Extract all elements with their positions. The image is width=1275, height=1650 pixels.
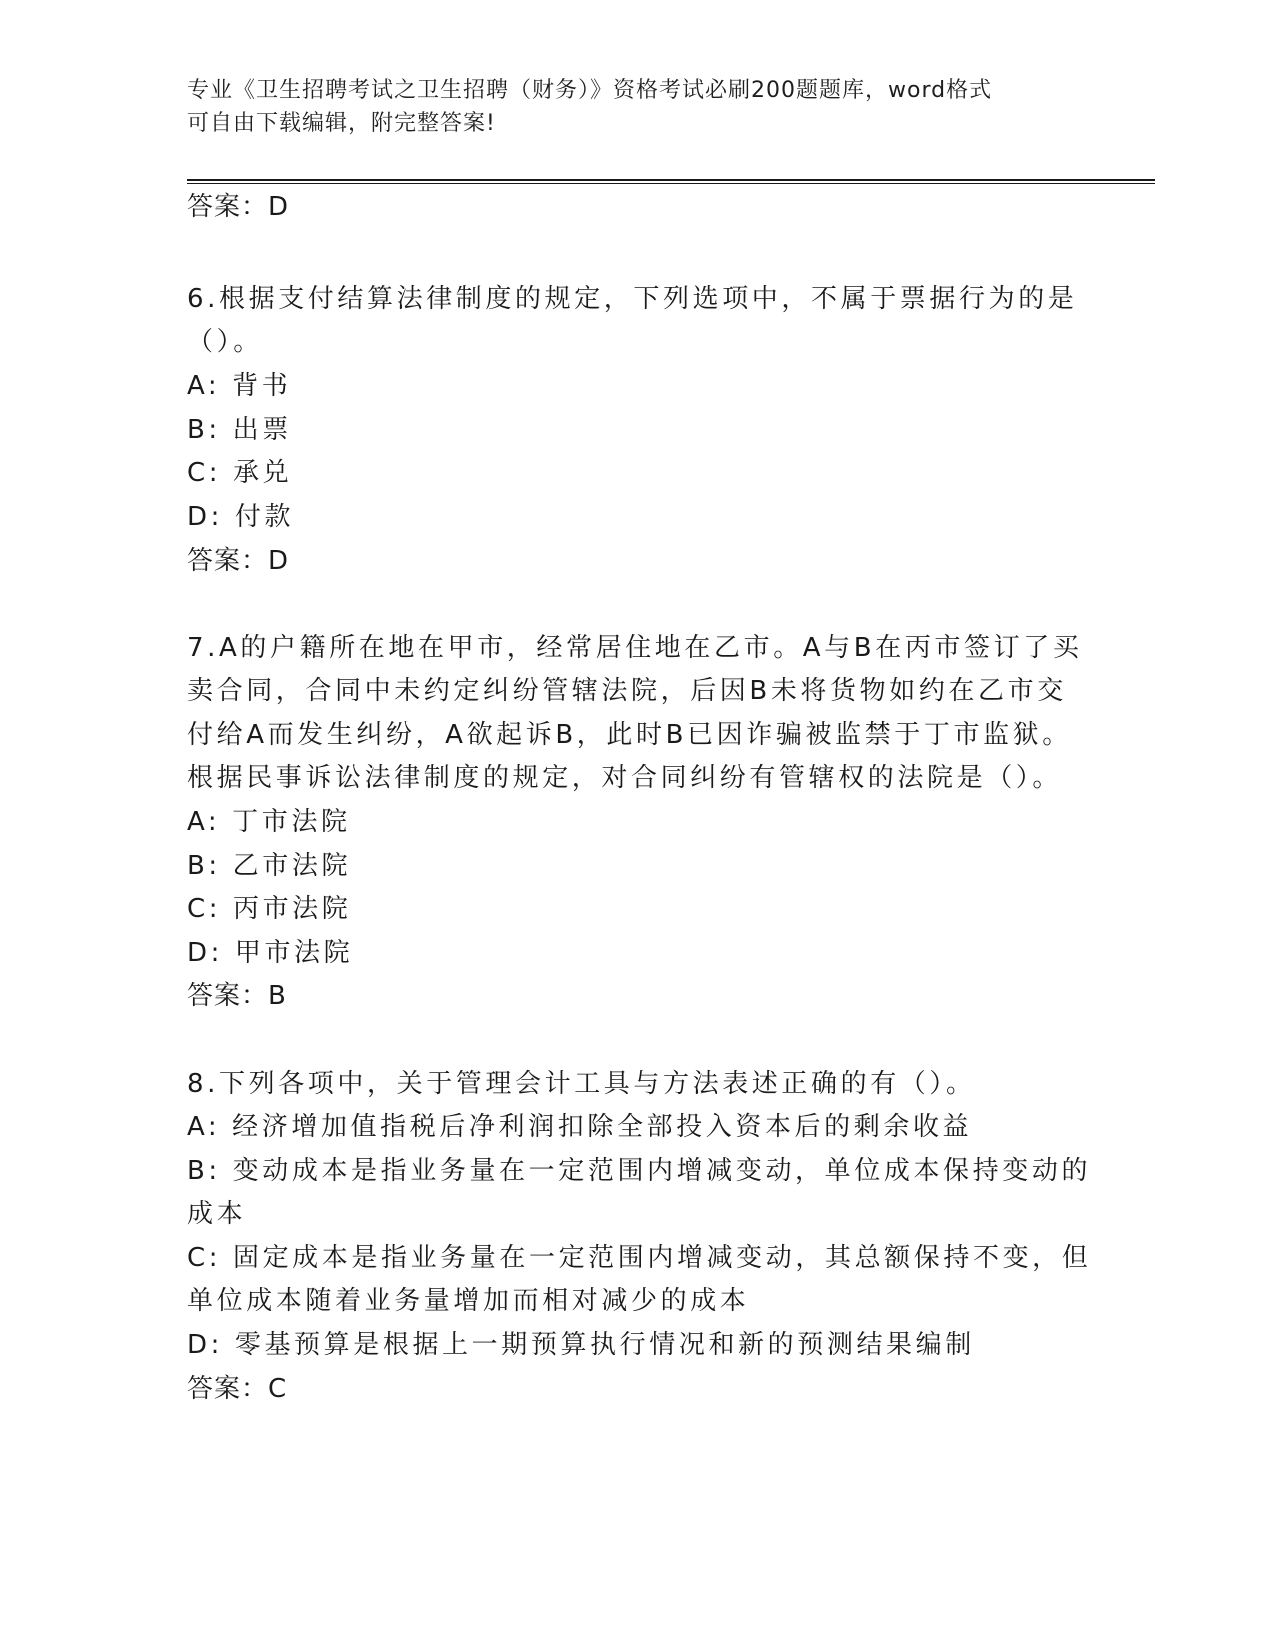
question-8-option-b-line-2: 成本 [187, 1199, 247, 1229]
question-8-stem-line-1: 8.下列各项中，关于管理会计工具与方法表述正确的有（）。 [187, 1069, 976, 1099]
question-7-option-b: B: 乙市法院 [187, 851, 352, 881]
question-8-option-d: D: 零基预算是根据上一期预算执行情况和新的预测结果编制 [187, 1330, 975, 1360]
question-6-option-a: A: 背书 [187, 371, 292, 401]
question-8-option-a: A: 经济增加值指税后净利润扣除全部投入资本后的剩余收益 [187, 1112, 973, 1142]
question-6-option-b: B: 出票 [187, 415, 292, 445]
question-8-option-c-line-1: C: 固定成本是指业务量在一定范围内增减变动，其总额保持不变，但 [187, 1243, 1092, 1273]
answer-q6: 答案：D [187, 546, 290, 576]
answer-q5: 答案：D [187, 192, 290, 222]
question-7-option-c: C: 丙市法院 [187, 894, 352, 924]
header-divider-thick [187, 179, 1155, 181]
question-6-stem-line-1: 6.根据支付结算法律制度的规定，下列选项中，不属于票据行为的是 [187, 284, 1078, 314]
question-6-option-c: C: 承兑 [187, 458, 293, 488]
question-6-stem-line-2: （）。 [187, 327, 263, 357]
header-line-2: 可自由下载编辑，附完整答案! [187, 111, 496, 136]
question-7-stem-line-1: 7.A的户籍所在地在甲市，经常居住地在乙市。A与B在丙市签订了买 [187, 633, 1083, 663]
header-line-1: 专业《卫生招聘考试之卫生招聘（财务）》资格考试必刷200题题库，word格式 [187, 78, 993, 103]
answer-q7: 答案：B [187, 981, 287, 1011]
document-header [187, 74, 1067, 140]
question-8-option-c-line-2: 单位成本随着业务量增加而相对减少的成本 [187, 1286, 750, 1316]
question-8-option-b-line-1: B: 变动成本是指业务量在一定范围内增减变动，单位成本保持变动的 [187, 1156, 1092, 1186]
question-7-option-a: A: 丁市法院 [187, 807, 351, 837]
answer-q8: 答案：C [187, 1374, 288, 1404]
question-7-stem-line-4: 根据民事诉讼法律制度的规定，对合同纠纷有管辖权的法院是（）。 [187, 763, 1063, 793]
question-7-option-d: D: 甲市法院 [187, 938, 354, 968]
header-divider-thin [187, 183, 1155, 184]
question-7-stem-line-3: 付给A而发生纠纷，A欲起诉B，此时B已因诈骗被监禁于丁市监狱。 [187, 720, 1072, 750]
question-7-stem-line-2: 卖合同，合同中未约定纠纷管辖法院，后因B未将货物如约在乙市交 [187, 676, 1067, 706]
question-6-option-d: D: 付款 [187, 502, 295, 532]
